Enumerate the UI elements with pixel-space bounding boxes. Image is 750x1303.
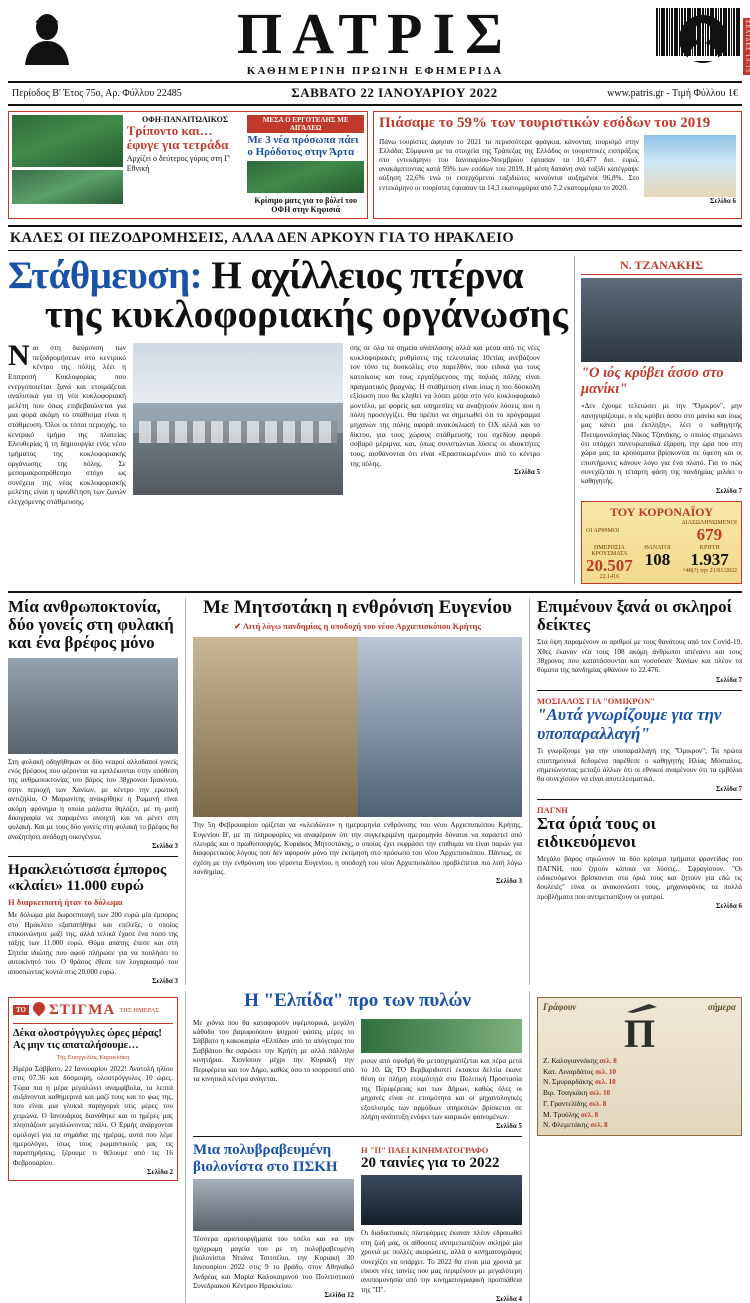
tourism-photo bbox=[644, 135, 736, 197]
elpida-map-photo bbox=[361, 1019, 522, 1053]
pagni-body: Μεγάλο βάρος σηκώνουν τα δύο κρίσιμα τμήματα φροντίδας του ΠΑΓΝΗ, που ζητούν κάποια να λύσεις... Σφραγίσουν. "Οι ειδικευόμενοι βρίσκονται στα όριά τους και ζητούν για εδώ τις δουλειές" είναι οι ανακοινώσει τους, μηχανοφόνος τα πολλά προβλήματα που αντιμετωπίζουν οι γιατροί. bbox=[537, 855, 742, 901]
sports-promo-text-1 bbox=[127, 115, 244, 214]
cinema-page: Σελίδα 4 bbox=[496, 1294, 522, 1303]
article-homicide[interactable] bbox=[8, 598, 178, 985]
covid-cases bbox=[586, 545, 633, 580]
enthronement-headline: Με Μητσοτάκη η ενθρόνιση Ευγενίου bbox=[203, 596, 512, 618]
lead-headline-line1: Στάθμευση: Η αχίλλειος πτέρνα bbox=[8, 253, 524, 297]
contributor-name: Κατ. Λιναρδάτος bbox=[543, 1066, 594, 1076]
elpida-col-1 bbox=[193, 1015, 354, 1131]
cinema-article[interactable] bbox=[361, 1142, 522, 1303]
promo-kicker-1: ΟΦΗ-ΠΑΝΑΙΤΩΛΙΚΟΣ bbox=[141, 115, 229, 125]
elpida-col-2 bbox=[361, 1015, 522, 1131]
list-item[interactable] bbox=[543, 1099, 736, 1110]
contributors-letter: Π bbox=[623, 1010, 656, 1056]
promo-kicker-2: ΜΕΣΑ Ο ΕΡΓΟΤΕΛΗΣ ΜΕ ΑΙΓΑΛΕΩ bbox=[247, 115, 364, 133]
contributor-name: Ζ. Καλογιαννάκης bbox=[543, 1055, 598, 1065]
pagni-page: Σελίδα 6 bbox=[716, 902, 742, 911]
enthronement-sub-text: Λιτή λόγω πανδημίας η υποδοχή του νέου Αρχιεπισκόπου Κρήτης bbox=[242, 621, 481, 632]
paper-title: ΠΑΤΡΙΣ bbox=[237, 1, 513, 66]
tourism-promo-title: Πιάσαμε το 59% των τουριστικών εσόδων του 2019 bbox=[379, 115, 711, 132]
contributor-name: Ν. Φλεμετάκης bbox=[543, 1120, 589, 1130]
promo-sub-2: Κρίσιμο ματς για το βόλεϊ του ΟΦΗ στην Κηφισιά bbox=[254, 196, 358, 215]
lead-text-1: αι στη διεύρυνση των πεζοδρομήσεων στο κεντρικό κέντρο της πόλης λέει η Επιτροπή Κυκλοφορίας που ενεργοποιείται ξανά και ετοιμάζεται αναλυτικά για τη νέα κυκλοφοριακή μελέτη που όπως επιβεβαιώνεται για μια φορά ακόμη το σπάθισμα είναι η στάθμευση. Όλοι οι τόποι περιοχής, το κεντρικό τμήμα της πλατείας Ελευθερίας ή τη δημιουργία ενός νέου τμήματος της κυκλοφοριακής οργάνωσης της πόλης. Σε μεσομακροπρόθεσμο στόχο ως συνέχεια της νέας κυκλοφοριακής μελέτης είναι η οριοθέτηση των ζωνών ελεγχόμενης στάθμευσης. bbox=[8, 343, 126, 507]
stigma-sub: ΤΗΣ ΗΜΕΡΑΣ bbox=[119, 1006, 160, 1014]
covid-intubated-value: 679 bbox=[696, 524, 723, 544]
contributors-column bbox=[537, 991, 742, 1303]
covid-badge-label: ΟΙ ΑΡΙΘΜΟΙ bbox=[586, 528, 620, 535]
enthronement-page: Σελίδα 3 bbox=[496, 877, 522, 886]
violin-body: Τέσσερα αριστουργήματα του τσέλο και να την ηχόχρωμη μαγεία του με τη πολυβραβευμένη βιολονίστα Ντιάνα Τσιτσέλιο, την Κυριακή 30 Ιανουαρίου 2022 στις 9 το βράδυ, στον Αθηναϊκό Ανδρέας και Μαρία Καλοκαιρινού του Πολιτιστικού Συνεδριακού Κέντρου Ηρακλείου. bbox=[193, 1235, 354, 1291]
covid-deaths bbox=[644, 545, 670, 580]
contributors-label-left: Γράφουν bbox=[543, 1001, 577, 1012]
covid-deaths-label: ΘΑΝΑΤΟΙ bbox=[644, 544, 671, 551]
contributor-page: σελ. 8 bbox=[580, 1110, 599, 1119]
contributor-page: σελ. 10 bbox=[594, 1078, 616, 1087]
mosialos-page: Σελίδα 7 bbox=[716, 784, 742, 793]
tourism-promo-box[interactable] bbox=[373, 111, 742, 218]
covid-crete bbox=[682, 545, 737, 580]
violin-page: Σελίδα 12 bbox=[324, 1291, 354, 1300]
indices-headline: Επιμένουν ξανά οι σκληροί δείκτες bbox=[537, 596, 732, 635]
promo-title-1: Τρίποντο και… έφυγε για τετράδα bbox=[126, 123, 229, 152]
elpida-headline: Η "Ελπίδα" προ των πυλών bbox=[244, 989, 471, 1011]
contributor-name: Γ. Γραντελίδης bbox=[543, 1098, 588, 1108]
contributors-label-right: σήμερα bbox=[707, 1001, 736, 1012]
article-enthronement[interactable] bbox=[185, 598, 530, 985]
check-icon: ✔ bbox=[234, 621, 242, 632]
tourism-promo-body: Πάνω τουρίστες άφησαν το 2021 τα περισσότερα φράγκια, κάνοντας τουρισμό στην Ελλάδα; Σύμφωνα με τα στοιχεία της Τράπεζας της Ελλάδος οι τουριστικές εισπράξεις στο εντεκάμηνο του Ιανουαρίου-Νοεμβρίου έφτασαν τα 10,477 δισ. ευρώ, ανακάμπτοντας κατά 59% των εσόδων του 2019. Η μέση δαπάνη ανά ταξίδι κατέγραψε αύξηση 22,6% ενώ οι εισερχόμενοι ταξιδιώτες κινούνται αυξημένοι 96,8%. Στο εντεκάμηνο οι τουρίστες έφτασαν τα 14,3 εκατομμύρια από 7,2 εκατομμύρια το 2020. bbox=[379, 137, 639, 192]
list-item[interactable] bbox=[543, 1088, 736, 1099]
issue-info: Περίοδος Β' Έτος 75ο, Αρ. Φύλλου 22485 bbox=[12, 87, 182, 99]
elpida-body-1: Με χιόνια που θα καταφορούν υφέμπορικά, μεγάλη κάθοδο του βαρυφούσιου ψυχρού φάσεις μέρες το Σάββατο η κακοκαιρία «Ελπίδα» από το απόγευμα του Σαββάτου θα σαρώσει την Κρήτη με αλλά πάλληλα κινητήρια. Χιονίσουν μέχρι την Κυριακή την Περιφέρεια και τον Δήμο, καθώς όσο το ισορροπεί από τα κινητικά κέντρα ανάγεται. bbox=[193, 1018, 354, 1083]
enthronement-sub bbox=[193, 621, 522, 632]
cinema-kicker: Η "Π" ΠΑΕΙ ΚΙΝΗΜΑΤΟΓΡΑΦΟ bbox=[361, 1145, 489, 1156]
covid-crete-label: ΚΡΗΤΗ bbox=[699, 544, 720, 551]
tsanakis-box[interactable] bbox=[574, 256, 742, 584]
lead-body bbox=[8, 339, 568, 507]
lead-text-2: σης σε όλα τα σημεία ανάπλασης αλλά και μέσα από τις νέες κυκλοφοριακές ρυθμίσεις της τελευταίας 10ετίας ανεβάζουν τον τόνο τις δυσκολίες στο παρελθόν, που ειδικά για τους κατοίκους και τους εργαζόμενους της παλιάς πόλης είναι πραγματικός βραχνάς. Η στάθμευση είναι ίσως η πιο δύσκολη εξίσωση που θα κληθεί να λύσει μέσα στο νέο κυκλοφοριακό μοντέλο, με φορείς και υπηρεσίες να αναζητούν λύσεις που η πόλη προσεγγίζει. Θα πρέπει να σημειωθεί ότι το πρόγραμμα μηχανών της πόλης αφορά ανακύκλωσή το ΟΧ αλλά και το δίκτυο, για τους χώρους στάθμευσης του σχεδίου αφορά σοβαρό μέριμνα, και, όπως συνιστώνται λύσεις οι ιδιοκτήτες τους, αισθάνονται ότι είναι «Εραστικωμένοι» από το κέντρο της πόλης. bbox=[350, 343, 540, 468]
pagni-kicker: ΠΑΓΝΗ bbox=[537, 804, 568, 815]
list-item[interactable] bbox=[543, 1120, 736, 1131]
cinema-photo bbox=[361, 1175, 522, 1225]
sports-photo-2 bbox=[12, 170, 123, 204]
masthead-info-bar bbox=[8, 83, 742, 104]
violin-article[interactable] bbox=[193, 1142, 354, 1303]
elpida-body-2: ριουν από σφοδρή θα μετασχηματίζεται και πέρα μετά το 10. Ως ΤΟ Βερβαριδιστεί έκτακτα δελτία έκανε θέση σε πλήρη ετοιμότητά στο Πολιτική Προστασία της Περιφέρειας και των Δήμων, καθώς όλες οι μηχανές είναι σε ετοιμότητα και οι μηχανολογικές εξοπλισμός των αρμόδιων υπηρεσιών βρίσκεται σε πλήρη ανάπτυξη ενόψει των καιρικών φαινομένων. bbox=[361, 1056, 522, 1121]
barcode bbox=[656, 8, 740, 56]
contributor-page: σελ. 8 bbox=[599, 1056, 617, 1065]
covid-numbers-box bbox=[581, 501, 742, 584]
mosialos-headline: "Αυτά γνωρίζουμε για την υποπαραλλαγή" bbox=[537, 704, 722, 743]
mosialos-body: Τι γνωρίζουμε για την υποπαραλλαγή της "Όμικρον"; Τα πρώτα επιστημονικά δεδομένα παρέθεσε ο καθηγητής Ηλίας Μόσιαλος, σημειώνοντας μεταξύ άλλων ότι οι εθνικοί αναμένουν ότι τα εμβόλια θα συνεχίσουν να είναι αποτελεσματικά. bbox=[537, 747, 742, 784]
lead-page: Σελίδα 5 bbox=[514, 468, 540, 477]
sports-promo-item-1[interactable] bbox=[12, 115, 123, 214]
contributor-page: σελ. 10 bbox=[589, 1089, 611, 1098]
covid-crete-value: 1.937 bbox=[690, 549, 729, 569]
lead-dropcap: Ν bbox=[8, 339, 30, 373]
homicide-body: Στη φυλακή οδηγήθηκαν οι δύο νεαροί αλλοδαποί γονείς ενός βρέφους που φέρονται να εμπλέκονται στην υπόθεση της ανθρωποκτονίας του βάρος του 38χρονου Ιρακινού, στην περιοχή των Χανίων, με κέντρο την ερωτική αντιζηλία. Ο Μαρωνίτης ανακρίθηκε η Ρωμανή είναι ακόμη φρόνημα η οποία μάλιστα θηλάζει, με τη μισή δικογραφία να παραμένει ανοιχτή και να μένει στη φυλακή. Και με τους δύο γονείς στη φυλακή το βρέφος θα αναζητήσει ανάδοχη οικογένεια. bbox=[8, 757, 178, 841]
lead-main-column bbox=[8, 253, 568, 584]
indices-body: Στα ύψη παραμένουν οι αριθμοί με τους θανάτους από τον Covid-19. Χθες έκαναν νέα τους 108 ακόμη άνθρωποι απέναντι και τους 38χρονος που κατατάσσονται και νοσούσαν Χανίων και πλέον τα θύματα της πανδημίας φθάνουν το 22.476. bbox=[537, 638, 742, 675]
stigma-page: Σελίδα 2 bbox=[147, 1167, 173, 1176]
list-item[interactable] bbox=[543, 1056, 736, 1067]
fraud-body: Με δόλωμα μία δωροεπιταγή των 200 ευρώ μία έμπορος στο Ηράκλειο εξαπατήθηκε και επέλεξε, ο οποίος επικοινώνησε μαζί της, αλλά τελικά έχασε ένα ποσό της τάξης των 11.000 ευρώ. Θύμα απάτης έπεσε και στη Σητεία ιδιώτης που αφού πλήρωσε για να πουλήσει το αυτοκίνητό του. Ο θράσος έθεσε τον λογαριασμό του αποσπώντας κοντά στις 20.000 ευρώ. bbox=[8, 911, 178, 976]
stigma-headline: Δέκα ολοστρόγγυλες ώρες μέρας! Ας μην τις απαταλήσουμε… bbox=[13, 1027, 162, 1051]
masthead-left-emblem bbox=[12, 11, 82, 72]
sports-photo-3 bbox=[247, 161, 364, 193]
cinema-body: Οι διαδικτυακές πλατφόρμες έκαναν πλέον εδραιωθεί στη ζωή μας, οι αίθουσες αντιμετωπίζουν σκληρά μία χρονιά με πολλές ακυρώσεις, αλλά ο κινηματογράφος συνεχίζει να υπάρχει. Το 2022 θα είναι μία χρονιά με είκοσι νέες ταινίες που μας περιμένουν με μεγαλύτερη ανυπομονησία από την κινηματογραφική προσπάθεια της "Π". bbox=[361, 1229, 522, 1294]
enthronement-photo bbox=[193, 637, 522, 817]
elpida-page: Σελίδα 5 bbox=[496, 1122, 522, 1131]
pagni-headline: Στα όριά τους οι ειδικευόμενοι bbox=[537, 813, 656, 851]
contributor-name: Βιρ. Τσαγκάκη bbox=[543, 1088, 588, 1098]
lead-section bbox=[8, 253, 742, 584]
tsanakis-name: Ν. ΤΖΑΝΑΚΗΣ bbox=[620, 257, 703, 272]
tsanakis-page: Σελίδα 7 bbox=[716, 486, 742, 495]
bottom-band bbox=[8, 991, 742, 1303]
contributors-box[interactable] bbox=[537, 997, 742, 1136]
contributor-page: σελ. 8 bbox=[590, 1121, 608, 1130]
mosialos-kicker: ΜΟΣΙΑΛΟΣ ΓΙΑ "ΟΜΙΚΡΟΝ" bbox=[537, 695, 655, 706]
bottom-center-column bbox=[185, 991, 530, 1303]
tsanakis-quote: "Ο ιός κρύβει άσσο στο μανίκι" bbox=[581, 364, 724, 397]
covid-deaths-value: 108 bbox=[644, 549, 671, 569]
masthead-rule-2 bbox=[8, 104, 742, 106]
fraud-page: Σελίδα 3 bbox=[152, 976, 178, 985]
covid-cases-label-2: ΚΡΟΥΣΜΑΤΑ bbox=[591, 550, 628, 557]
indices-page: Σελίδα 7 bbox=[716, 675, 742, 684]
covid-intubated-label: ΔΙΑΣΩΛΗΝΩΜΕΝΟΙ bbox=[681, 519, 737, 526]
paper-subtitle: ΚΑΘΗΜΕΡΙΝΗ ΠΡΩΙΝΗ ΕΦΗΜΕΡΙΔΑ bbox=[246, 65, 504, 78]
contributor-page: σελ. 10 bbox=[595, 1067, 616, 1076]
sports-photo-1 bbox=[12, 115, 123, 167]
promo-side-flag: ΣΕΛΙΔΕΣ 13-15 bbox=[744, 20, 750, 74]
article-covid-indices[interactable] bbox=[537, 598, 742, 985]
tsanakis-photo bbox=[581, 278, 742, 362]
lead-photo-parking bbox=[133, 343, 343, 495]
stigma-byline: Της Ευαγγελίας Καρεκλάκη bbox=[56, 1054, 130, 1061]
stigma-badge: ΤΟ bbox=[13, 1005, 29, 1015]
homicide-photo bbox=[8, 658, 178, 754]
covid-cases-label-1: ΗΜΕΡΗΣΙΑ bbox=[593, 544, 625, 551]
list-item[interactable] bbox=[543, 1077, 736, 1088]
violin-headline: Μια πολυβραβευμένη βιολονίστα στο ΠΣΚΗ bbox=[193, 1142, 338, 1175]
masthead-title-block bbox=[82, 1, 668, 78]
pin-icon bbox=[33, 1002, 45, 1018]
list-item[interactable] bbox=[543, 1110, 736, 1121]
stigma-word: ΣΤΙΓΜΑ bbox=[49, 1001, 116, 1018]
covid-intubated bbox=[682, 520, 737, 543]
contributor-name: Μ. Τρούλης bbox=[543, 1109, 580, 1119]
lead-headline-line2: της κυκλοφοριακής οργάνωσης bbox=[44, 293, 568, 337]
stigma-body: Ημέρα Σάββατο, 22 Ιανουαρίου 2022! Ανατολή ηλίου στις 07.36 και δύσμοιρη, ολοστρόγγυλες 10 ώρες. Τώρα πια η μέρα μεγαλώνει αναμφίβολα, τα λεπτά αυξάνονται καθημερινά και μαζί τους και το φως της, που είναι μια γλυκιά παρηγοριά στις μέρες του χειμώνα. Ο Ιανουάριος διανύθηκε και οι ημέρες μας πλησιάζουν μεγαλώνοντας πάλι. Ο Ερμής ανάρχονται ομολογεί για τα σημάδια της ημέρας, αυτά που λέμε ημερολόγιο, ίσως τους ρωμαντικούς μας τις παρατηρήσεις, ξέρουμε τι θέλουμε από τις 16 Φεβρουαρίου. bbox=[13, 1065, 173, 1167]
tsanakis-body: «Δεν έχουμε τελειώσει με την "Όμικρον", μην πανηγυρίζουμε, ο ιός κρύβει άσσο στο μανίκι και ίσως μας κάνει μια έκπληξη», λέει ο καθηγητής Πνευμονολογίας Νίκος Τζανάκης, ο οποίος σημειώνει ότι υπάρχει πανευρωπαϊκά έξαρση, την ώρα που στη χώρα μας τα κρούσματα βρίσκονται σε ύφεση και οι επιστήμονες κάνουν λόγο για ένα πλατό. Για το πώς συνεχίζεται η τέταρτη φάση της πανδημίας μιλάει ο καθηγητής. bbox=[581, 402, 742, 486]
fraud-headline: Ηρακλειώτισσα έμπορος «κλαίει» 11.000 ευρώ bbox=[8, 861, 167, 895]
contributor-name: Ν. Σμυραρδάκης bbox=[543, 1077, 594, 1087]
stigma-box[interactable] bbox=[8, 997, 178, 1181]
contributor-page: σελ. 8 bbox=[589, 1099, 607, 1108]
list-item[interactable] bbox=[543, 1067, 736, 1078]
covid-crete-sub: +48(?) την 21/01/2022 bbox=[682, 567, 737, 574]
lead-column-2 bbox=[350, 343, 540, 507]
sports-promo-item-2[interactable] bbox=[247, 115, 364, 214]
contributors-list bbox=[543, 1056, 736, 1131]
covid-title: ΤΟΥ ΚΟΡΟΝΑΪΟΥ bbox=[610, 504, 713, 519]
covid-cases-value: 20.507 bbox=[586, 555, 633, 575]
covid-cases-sub: 22.1416 bbox=[599, 573, 620, 580]
violin-photo bbox=[193, 1179, 354, 1231]
secondary-articles-band bbox=[8, 591, 742, 985]
issue-date: ΣΑΒΒΑΤΟ 22 ΙΑΝΟΥΑΡΙΟΥ 2022 bbox=[291, 85, 498, 101]
homicide-page: Σελίδα 3 bbox=[152, 841, 178, 850]
website-price: www.patris.gr - Τιμή Φύλλου 1€ bbox=[607, 87, 738, 99]
enthronement-body: Την 5η Φεβρουαρίου ορίζεται να «κλειδώνει» η ημερομηνία ενθρόνισης του νέου Αρχιεπισκόπου Κρήτης, Ευγενίου Β', με τη πληροφορίες να αναφέρουν ότι την συγκεκριμένη ημερομηνία δύναται να παραστεί από πλευράς και ο πρωθυπουργός, Κυριάκος Μητσοτάκης, ο οποίος έχει εκφράσει την επιθυμία να είναι παρών για διαφορετικούς λόγους που δεν αφορούν μόνο την εκτίμηση στο πρόσωπο του νέου Αρχιεπισκόπου. Πάντως, σε σχέση με την ενθρόνιση του γέροντα Ευγενίου, η υποδοχή του νέου Αρχιεπισκόπου προβλέπεται πιο λιτή λόγω πανδημίας. bbox=[193, 821, 522, 876]
masthead bbox=[8, 1, 742, 78]
homicide-headline: Μία ανθρωποκτονία, δύο γονείς στη φυλακή και ένα βρέφος μόνο bbox=[8, 596, 174, 653]
fraud-sub: Η διαρκειπατή ήταν το δόλωμα bbox=[8, 897, 123, 908]
promo-sub-1: Αρχίζει ο δεύτερος γύρος στη Γ' Εθνική bbox=[126, 154, 231, 173]
stigma-header bbox=[13, 1002, 173, 1019]
cinema-headline: 20 ταινίες για το 2022 bbox=[361, 1155, 500, 1172]
lead-column-1 bbox=[8, 339, 126, 507]
tourism-promo-page: Σελίδα 6 bbox=[710, 196, 736, 205]
stigma-column bbox=[8, 991, 178, 1303]
lead-kicker: ΚΑΛΕΣ ΟΙ ΠΕΖΟΔΡΟΜΗΣΕΙΣ, ΑΛΛΑ ΔΕΝ ΑΡΚΟΥΝ ΓΙΑ ΤΟ ΗΡΑΚΛΕΙΟ bbox=[8, 225, 742, 251]
promo-title-2: Με 3 νέα πρόσωπα πάει ο Ηρόδοτος στην Άρτα bbox=[247, 134, 359, 158]
